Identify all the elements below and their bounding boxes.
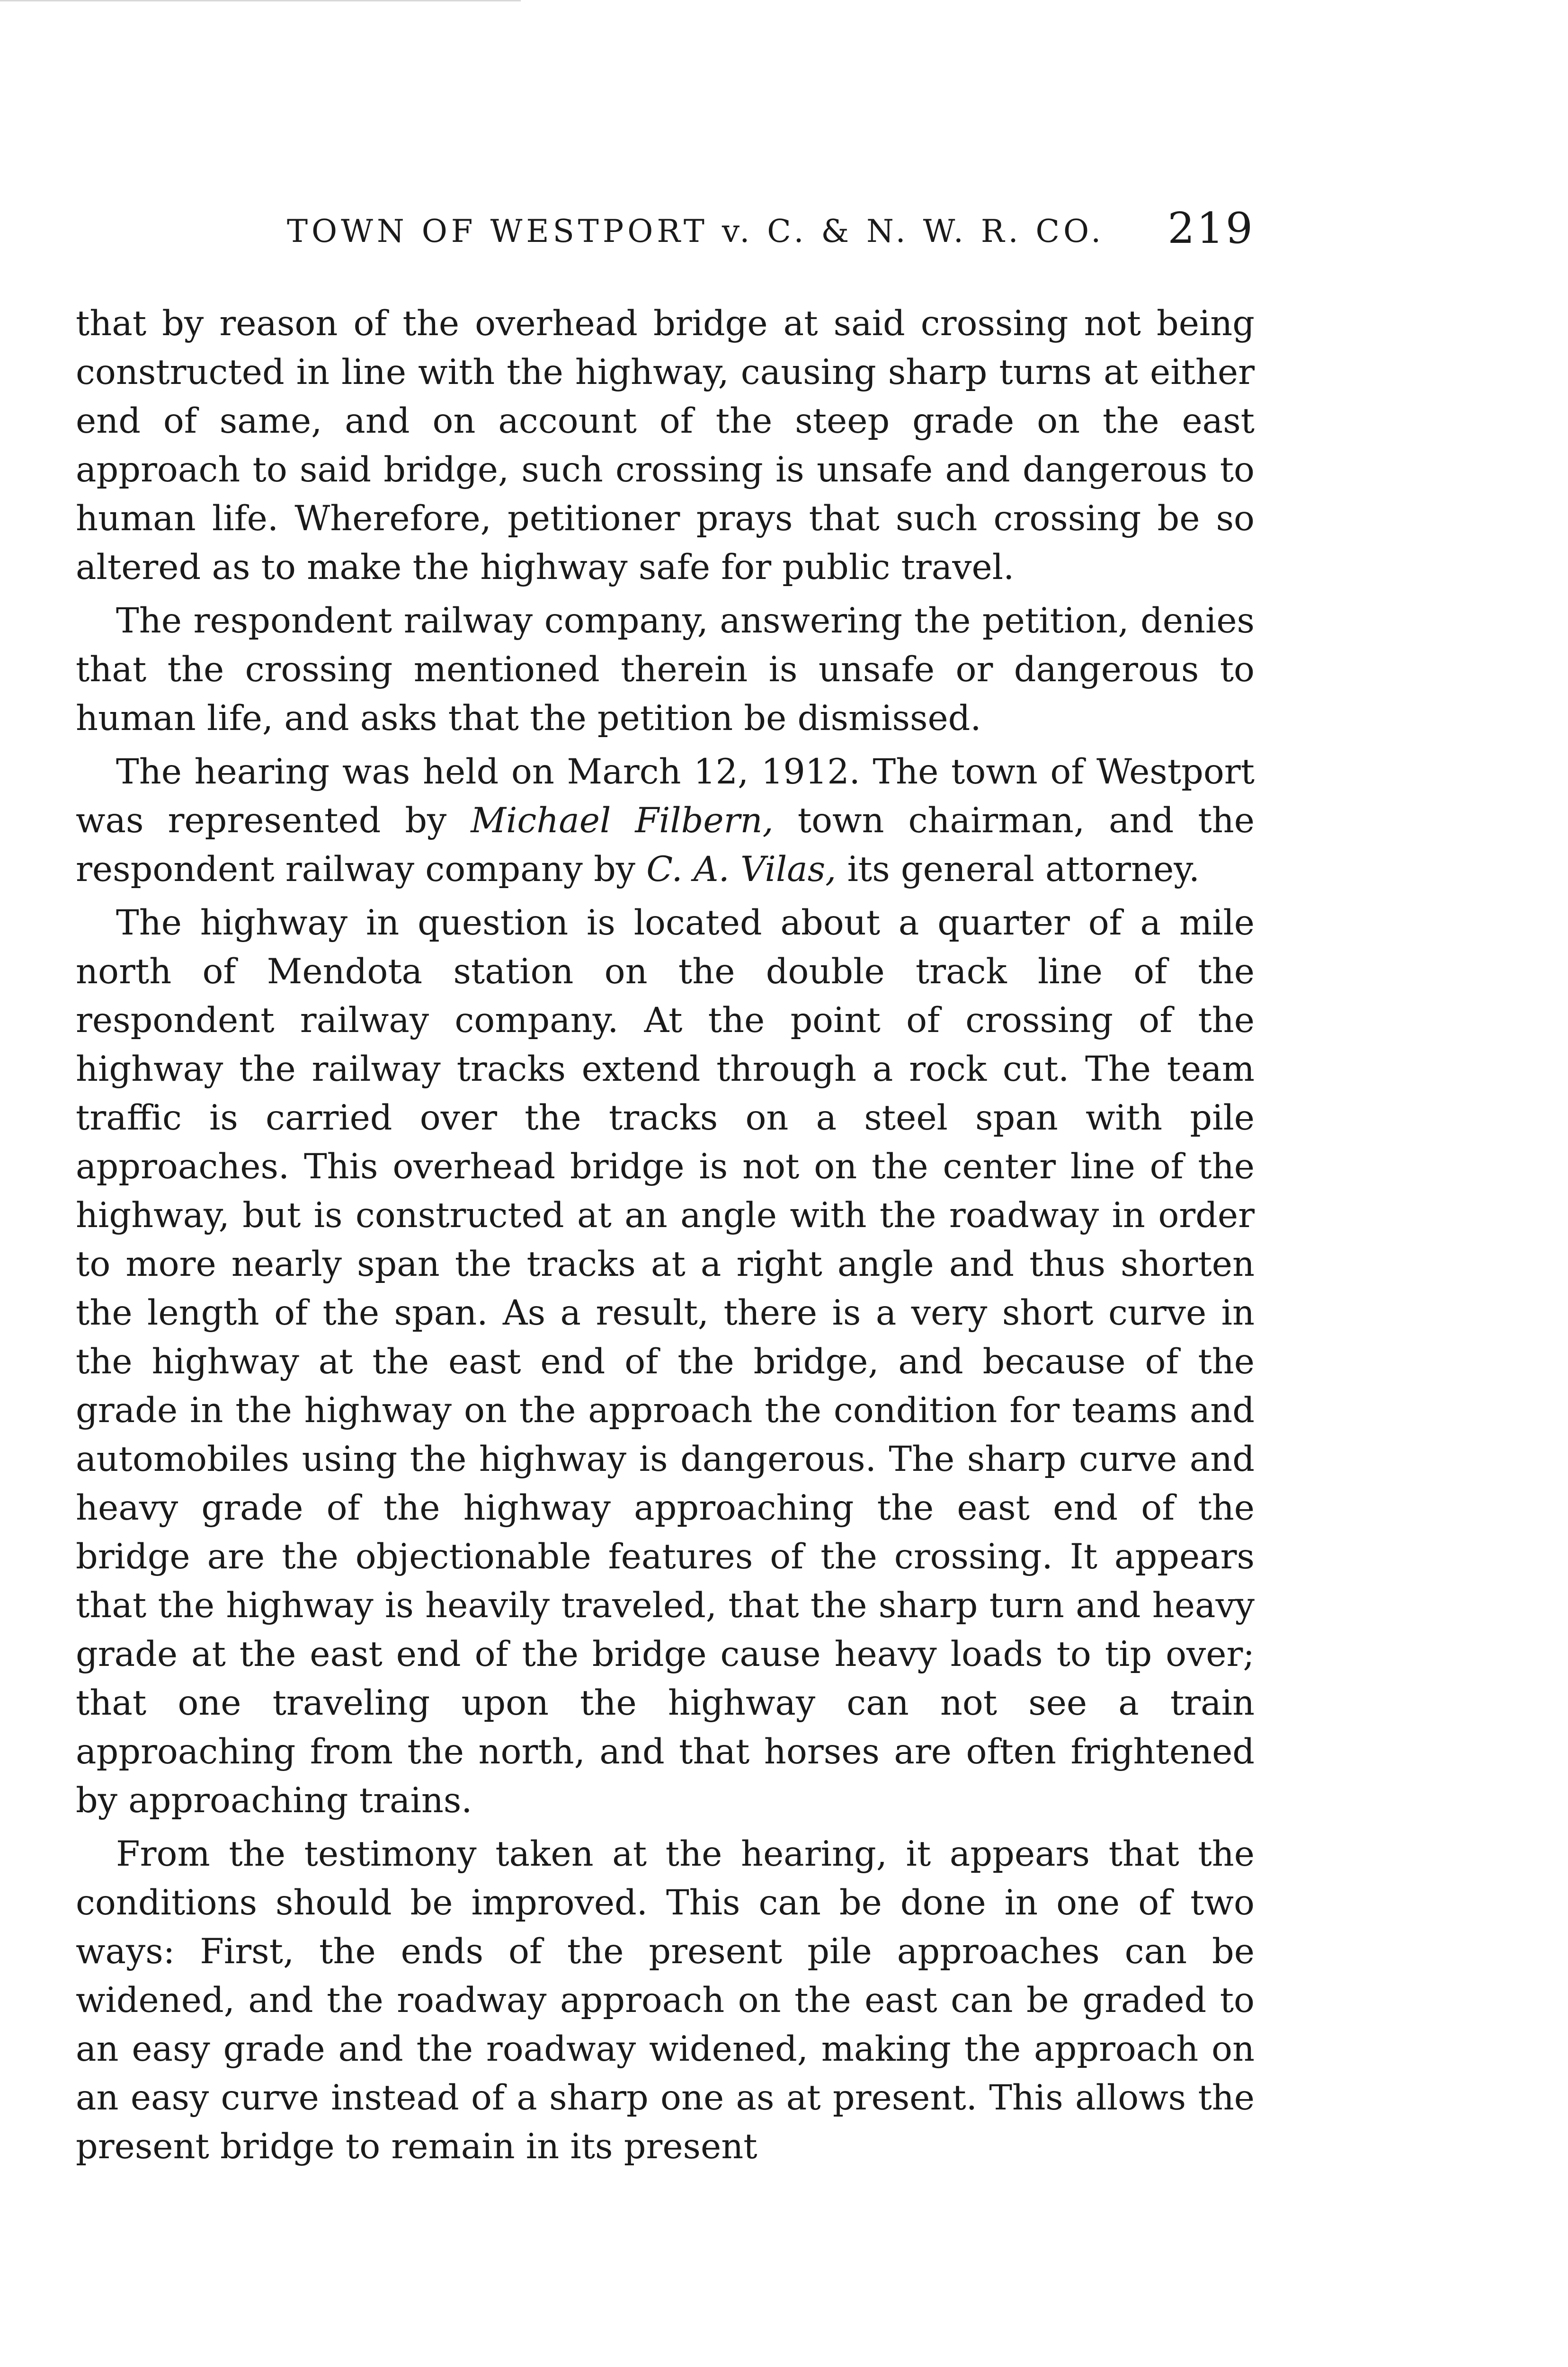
paragraph-3-text-c: its general attorney. (836, 849, 1200, 890)
paragraph-3-text-a: The hearing was held on March 12, 1912. The town of Westport was represented by (76, 752, 1255, 841)
body-text (76, 299, 1255, 2171)
page-number: 219 (1167, 204, 1255, 253)
paragraph-5: From the testimony taken at the hearing, it appears that the conditions should be improved. This can be done in one of two ways: First, the ends of the present pile approaches can be widened, and the roadway approach on the east can be graded to an easy grade and the roadway widened, making the approach on an easy curve instead of a sharp one as at present. This allows the present bridge to remain in its present (76, 1834, 1255, 2167)
general-attorney-name: C. A. Vilas, (646, 849, 837, 890)
paragraph-2: The respondent railway company, answering the petition, denies that the crossing mentioned therein is unsafe or dangerous to human life, and asks that the petition be dismissed. (76, 601, 1255, 739)
town-chairman-name: Michael Filbern, (471, 801, 774, 841)
paragraph-3-text-b: town chairman, and the respondent railway company by (76, 801, 1255, 890)
paragraph-4: The highway in question is located about a quarter of a mile north of Mendota station on the double track line of the respondent railway company. At the point of crossing of the highway the railway tracks extend through a rock cut. The team traffic is carried over the tracks on a steel span with pile approaches. This overhead bridge is not on the center line of the highway, but is constructed at an angle with the roadway in order to more nearly span the tracks at a right angle and thus shorten the length of the span. As a result, there is a very short curve in the highway at the east end of the bridge, and because of the grade in the highway on the approach the condition for teams and automobiles using the highway is dangerous. The sharp curve and heavy grade of the highway approaching the east end of the bridge are the objectionable features of the crossing. It appears that the highway is heavily traveled, that the sharp turn and heavy grade at the east end of the bridge cause heavy loads to tip over; that one traveling upon the highway can not see a train approaching from the north, and that horses are often frightened by approaching trains. (76, 903, 1255, 1821)
paragraph-3 (76, 747, 1255, 894)
page-header (76, 204, 1255, 260)
running-title: TOWN OF WESTPORT v. C. & N. W. R. CO. (287, 213, 1105, 249)
top-edge-rule (0, 0, 521, 1)
paragraph-1: that by reason of the overhead bridge at said crossing not being constructed in line with the highway, causing sharp turns at either end of same, and on account of the steep grade on the east approach to said bridge, such crossing is unsafe and dangerous to human life. Wherefore, petitioner prays that such crossing be so altered as to make the highway safe for public travel. (76, 303, 1255, 587)
